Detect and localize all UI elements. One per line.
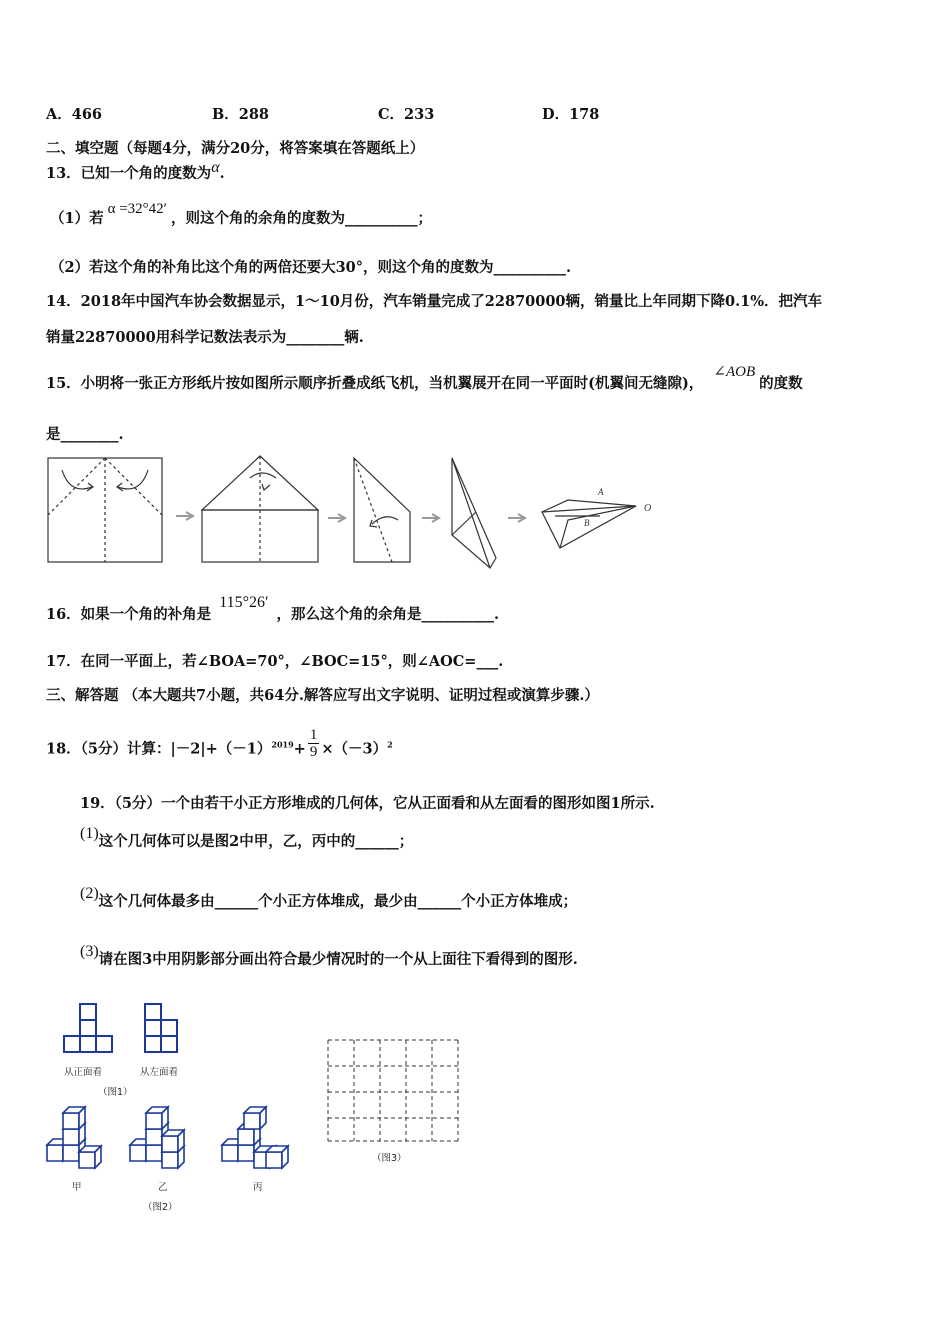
fig1-left-label: 从左面看 xyxy=(140,1067,179,1078)
q15-end: 的度数 xyxy=(759,375,803,392)
option-a: A．466 xyxy=(46,106,103,123)
label-o: O xyxy=(644,503,652,514)
option-d: D．178 xyxy=(542,106,600,123)
q18-exp1: 2019 xyxy=(271,739,294,750)
fig1-caption: （图1） xyxy=(98,1087,133,1098)
stack-yi xyxy=(130,1107,184,1168)
alpha-symbol: α xyxy=(211,159,220,176)
q13-part2: （2）若这个角的补角比这个角的两倍还要大30°，则这个角的度数为__________. xyxy=(50,259,572,276)
q19-intro: 19．（5分）一个由若干小正方形堆成的几何体，它从正面看和从左面看的图形如图1所示. xyxy=(80,795,655,812)
stack-bing xyxy=(222,1107,288,1168)
q14-line2: 销量22870000用科学记数法表示为________辆. xyxy=(46,329,364,346)
fig2-bing-label: 丙 xyxy=(253,1182,263,1193)
q15-line2: 是________. xyxy=(46,426,124,443)
section2-title: 二、填空题（每题4分，满分20分，将答案填在答题纸上） xyxy=(46,140,425,157)
q18-denominator: 9 xyxy=(309,744,318,760)
q19-n3: (3) xyxy=(80,943,99,960)
q18-numerator: 1 xyxy=(309,727,318,743)
label-b: B xyxy=(584,518,590,528)
option-c: C．233 xyxy=(378,106,435,123)
q13-p1-formula: α =32°42′ xyxy=(107,201,167,217)
grid-fig3 xyxy=(328,1040,458,1141)
q18-pre: 18．（5分）计算：|－2|+（－1） xyxy=(46,740,272,758)
q17: 17．在同一平面上，若∠BOA=70°，∠BOC=15°，则∠AOC=___. xyxy=(46,653,504,670)
q19-s1: 这个几何体可以是图2中甲，乙，丙中的______； xyxy=(98,833,414,850)
q16-formula: 115°26′ xyxy=(219,594,269,611)
fig3-caption: （图3） xyxy=(372,1153,407,1164)
q18-exp2: 2 xyxy=(387,739,393,750)
q13-p1-post: ，则这个角的余角的度数为__________； xyxy=(170,210,432,227)
q13-end: . xyxy=(219,165,225,182)
q13-p1-pre: （1）若 xyxy=(50,210,104,227)
q15-stem: 15．小明将一张正方形纸片按如图所示顺序折叠成纸飞机，当机翼展开在同一平面时(机翼间无缝隙)， xyxy=(46,375,704,392)
left-view xyxy=(145,1004,177,1052)
q19-s3: 请在图3中用阴影部分画出符合最少情况时的一个从上面往下看得到的图形. xyxy=(98,951,578,968)
q19-n1: (1) xyxy=(80,825,99,842)
q19-s2: 这个几何体最多由______个小正方体堆成，最少由______个小正方体堆成； xyxy=(98,893,578,910)
label-a: A xyxy=(598,487,604,497)
fig2-yi-label: 乙 xyxy=(158,1182,168,1193)
fig2-caption: （图2） xyxy=(143,1202,178,1213)
q13-stem: 13．已知一个角的度数为 xyxy=(46,165,212,182)
front-view xyxy=(64,1004,112,1052)
q18-plus: + xyxy=(293,740,306,758)
stack-jia xyxy=(47,1107,101,1168)
angle-aob: ∠AOB xyxy=(713,364,756,380)
option-b: B．288 xyxy=(212,106,270,123)
section3-title: 三、解答题 （本大题共7小题，共64分.解答应写出文字说明、证明过程或演算步骤.） xyxy=(46,687,599,704)
q16-post: ，那么这个角的余角是__________. xyxy=(276,606,500,623)
q19-n2: (2) xyxy=(80,885,99,902)
fig2-jia-label: 甲 xyxy=(72,1182,82,1193)
q16-pre: 16．如果一个角的补角是 xyxy=(46,606,212,623)
q14-line1: 14．2018年中国汽车协会数据显示，1～10月份，汽车销量完成了22870000辆，销量比上年同期下降0.1%．把汽车 xyxy=(46,293,823,310)
q18-post: ×（－3） xyxy=(321,740,388,758)
fig1-front-label: 从正面看 xyxy=(64,1067,103,1078)
